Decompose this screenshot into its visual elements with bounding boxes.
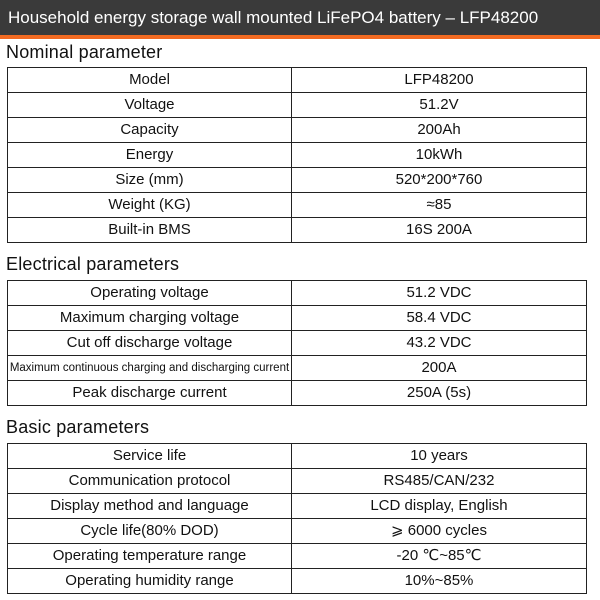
table-row [8, 544, 587, 569]
param-value: 58.4 VDC [292, 306, 587, 331]
param-value: LCD display, English [292, 494, 587, 519]
param-label: Model [8, 68, 292, 93]
param-value: 16S 200A [292, 218, 587, 243]
param-label: Operating temperature range [8, 544, 292, 569]
param-label: Voltage [8, 93, 292, 118]
param-label: Operating voltage [8, 281, 292, 306]
param-value: 51.2V [292, 93, 587, 118]
table-row [8, 381, 587, 406]
param-value: ⩾ 6000 cycles [292, 519, 587, 544]
table-row [8, 218, 587, 243]
basic-parameter-table [7, 443, 587, 594]
param-value: 10 years [292, 444, 587, 469]
table-row [8, 193, 587, 218]
param-label: Service life [8, 444, 292, 469]
param-label: Maximum charging voltage [8, 306, 292, 331]
param-value: 200Ah [292, 118, 587, 143]
table-row [8, 68, 587, 93]
accent-bar [0, 35, 600, 39]
param-value: 520*200*760 [292, 168, 587, 193]
table-row [8, 118, 587, 143]
page-title: Household energy storage wall mounted LiFePO4 battery – LFP48200 [8, 8, 539, 27]
title-banner [0, 0, 600, 35]
table-row [8, 569, 587, 594]
param-label: Built-in BMS [8, 218, 292, 243]
table-row [8, 469, 587, 494]
param-value: 250A (5s) [292, 381, 587, 406]
table-row [8, 281, 587, 306]
section-title-basic: Basic parameters [6, 417, 150, 437]
param-label: Cut off discharge voltage [8, 331, 292, 356]
param-value: 51.2 VDC [292, 281, 587, 306]
param-label: Capacity [8, 118, 292, 143]
param-value: RS485/CAN/232 [292, 469, 587, 494]
table-row [8, 494, 587, 519]
nominal-parameter-table [7, 67, 587, 243]
param-label: Display method and language [8, 494, 292, 519]
table-row [8, 306, 587, 331]
table-row [8, 168, 587, 193]
table-row [8, 519, 587, 544]
table-row [8, 356, 587, 381]
param-label: Peak discharge current [8, 381, 292, 406]
param-value: 200A [292, 356, 587, 381]
param-label: Operating humidity range [8, 569, 292, 594]
param-value: ≈85 [292, 193, 587, 218]
param-label: Weight (KG) [8, 193, 292, 218]
table-row [8, 143, 587, 168]
param-value: 10%~85% [292, 569, 587, 594]
param-value: 10kWh [292, 143, 587, 168]
table-row [8, 93, 587, 118]
param-label: Energy [8, 143, 292, 168]
electrical-parameter-table [7, 280, 587, 406]
param-value: -20 ℃~85℃ [292, 544, 587, 569]
section-title-nominal: Nominal parameter [6, 42, 163, 62]
table-row [8, 331, 587, 356]
param-label: Maximum continuous charging and discharging current [8, 356, 292, 381]
param-value: LFP48200 [292, 68, 587, 93]
param-label: Communication protocol [8, 469, 292, 494]
table-row [8, 444, 587, 469]
section-title-electrical: Electrical parameters [6, 254, 180, 274]
param-label: Size (mm) [8, 168, 292, 193]
param-label: Cycle life(80% DOD) [8, 519, 292, 544]
param-value: 43.2 VDC [292, 331, 587, 356]
